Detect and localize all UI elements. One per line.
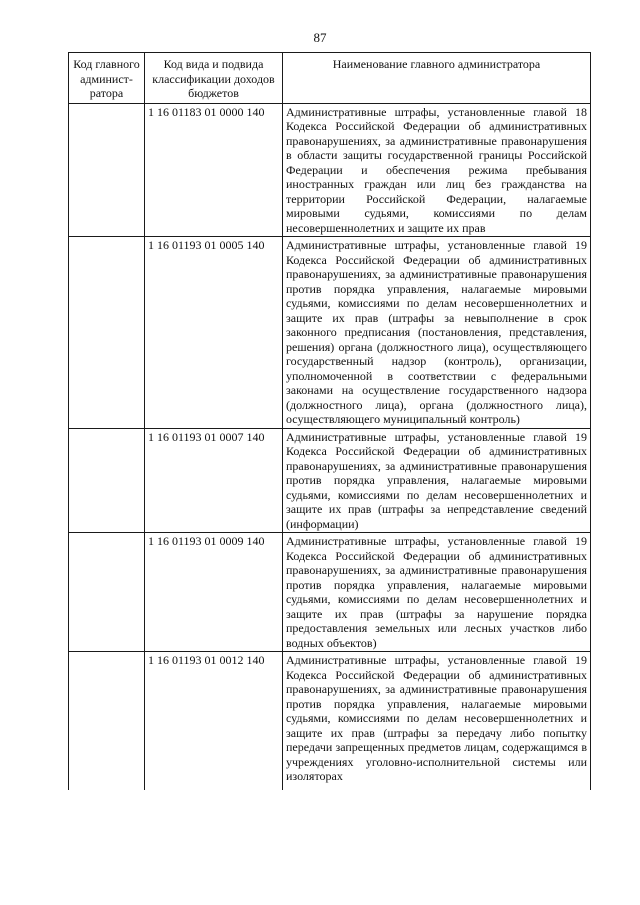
income-code-cell: 1 16 01193 01 0009 140 — [145, 533, 283, 652]
admin-name-cell — [283, 652, 591, 791]
table-row — [69, 103, 591, 237]
admin-name-text: Административные штрафы, установленные главой 19 Кодекса Российской Федерации об административных правонарушениях, за административные правонарушения против порядка управления, налагаемые мировыми судьями, комиссиями по делам несовершеннолетних и защите их прав (штрафы за передачу либо попытку передачи запрещенных предметов лицам, содержащимся в учреждениях уголовно-исполнительной системы или изоляторах — [286, 653, 587, 783]
table-row — [69, 237, 591, 429]
admin-code-cell — [69, 237, 145, 429]
table-row — [69, 652, 591, 791]
header-row — [69, 53, 591, 104]
table-header — [69, 53, 591, 104]
table-row — [69, 428, 591, 533]
table-body — [69, 103, 591, 790]
admin-code-cell — [69, 533, 145, 652]
income-code-cell: 1 16 01193 01 0007 140 — [145, 428, 283, 533]
header-income-code: Код вида и подвида классификации доходов бюджетов — [145, 53, 283, 104]
admin-name-cell: Административные штрафы, установленные главой 19 Кодекса Российской Федерации об административных правонарушениях, за административные правонарушения против порядка управления, налагаемые мировыми судьями, комиссиями по делам несовершеннолетних и защите их прав (штрафы за непредставление сведений (информации) — [283, 428, 591, 533]
income-code-cell: 1 16 01183 01 0000 140 — [145, 103, 283, 237]
admin-name-cell: Административные штрафы, установленные главой 18 Кодекса Российской Федерации об административных правонарушениях, за административные правонарушения в области защиты государственной границы Российской Федерации и обеспечения режима пребывания иностранных граждан или лиц без гражданства на территории Российской Федерации, налагаемые мировыми судьями, комиссиями по делам несовершеннолетних и защите их прав — [283, 103, 591, 237]
header-admin-code: Код главного админист-ратора — [69, 53, 145, 104]
income-code-cell: 1 16 01193 01 0005 140 — [145, 237, 283, 429]
admin-name-cell: Административные штрафы, установленные главой 19 Кодекса Российской Федерации об административных правонарушениях, за административные правонарушения против порядка управления, налагаемые мировыми судьями, комиссиями по делам несовершеннолетних и защите их прав (штрафы за нарушение порядка предоставления земельных или лесных участков либо водных объектов) — [283, 533, 591, 652]
income-code-cell: 1 16 01193 01 0012 140 — [145, 652, 283, 791]
page-number: 87 — [313, 30, 327, 45]
table-row — [69, 533, 591, 652]
admin-name-cell: Административные штрафы, установленные главой 19 Кодекса Российской Федерации об административных правонарушениях, за административные правонарушения против порядка управления, налагаемые мировыми судьями, комиссиями по делам несовершеннолетних и защите их прав (штрафы за невыполнение в срок законного предписания (постановления, представления, решения) органа (должностного лица), осуществляющего государственный надзор (контроль), организации, уполномоченной в соответствии с федеральными законами на осуществление государственного надзора (должностного лица), органа (должностного лица), осуществляющего муниципальный контроль) — [283, 237, 591, 429]
admin-code-cell — [69, 428, 145, 533]
admin-code-cell — [69, 652, 145, 791]
income-codes-table — [68, 52, 591, 790]
header-admin-name: Наименование главного администратора — [283, 53, 591, 104]
admin-code-cell — [69, 103, 145, 237]
